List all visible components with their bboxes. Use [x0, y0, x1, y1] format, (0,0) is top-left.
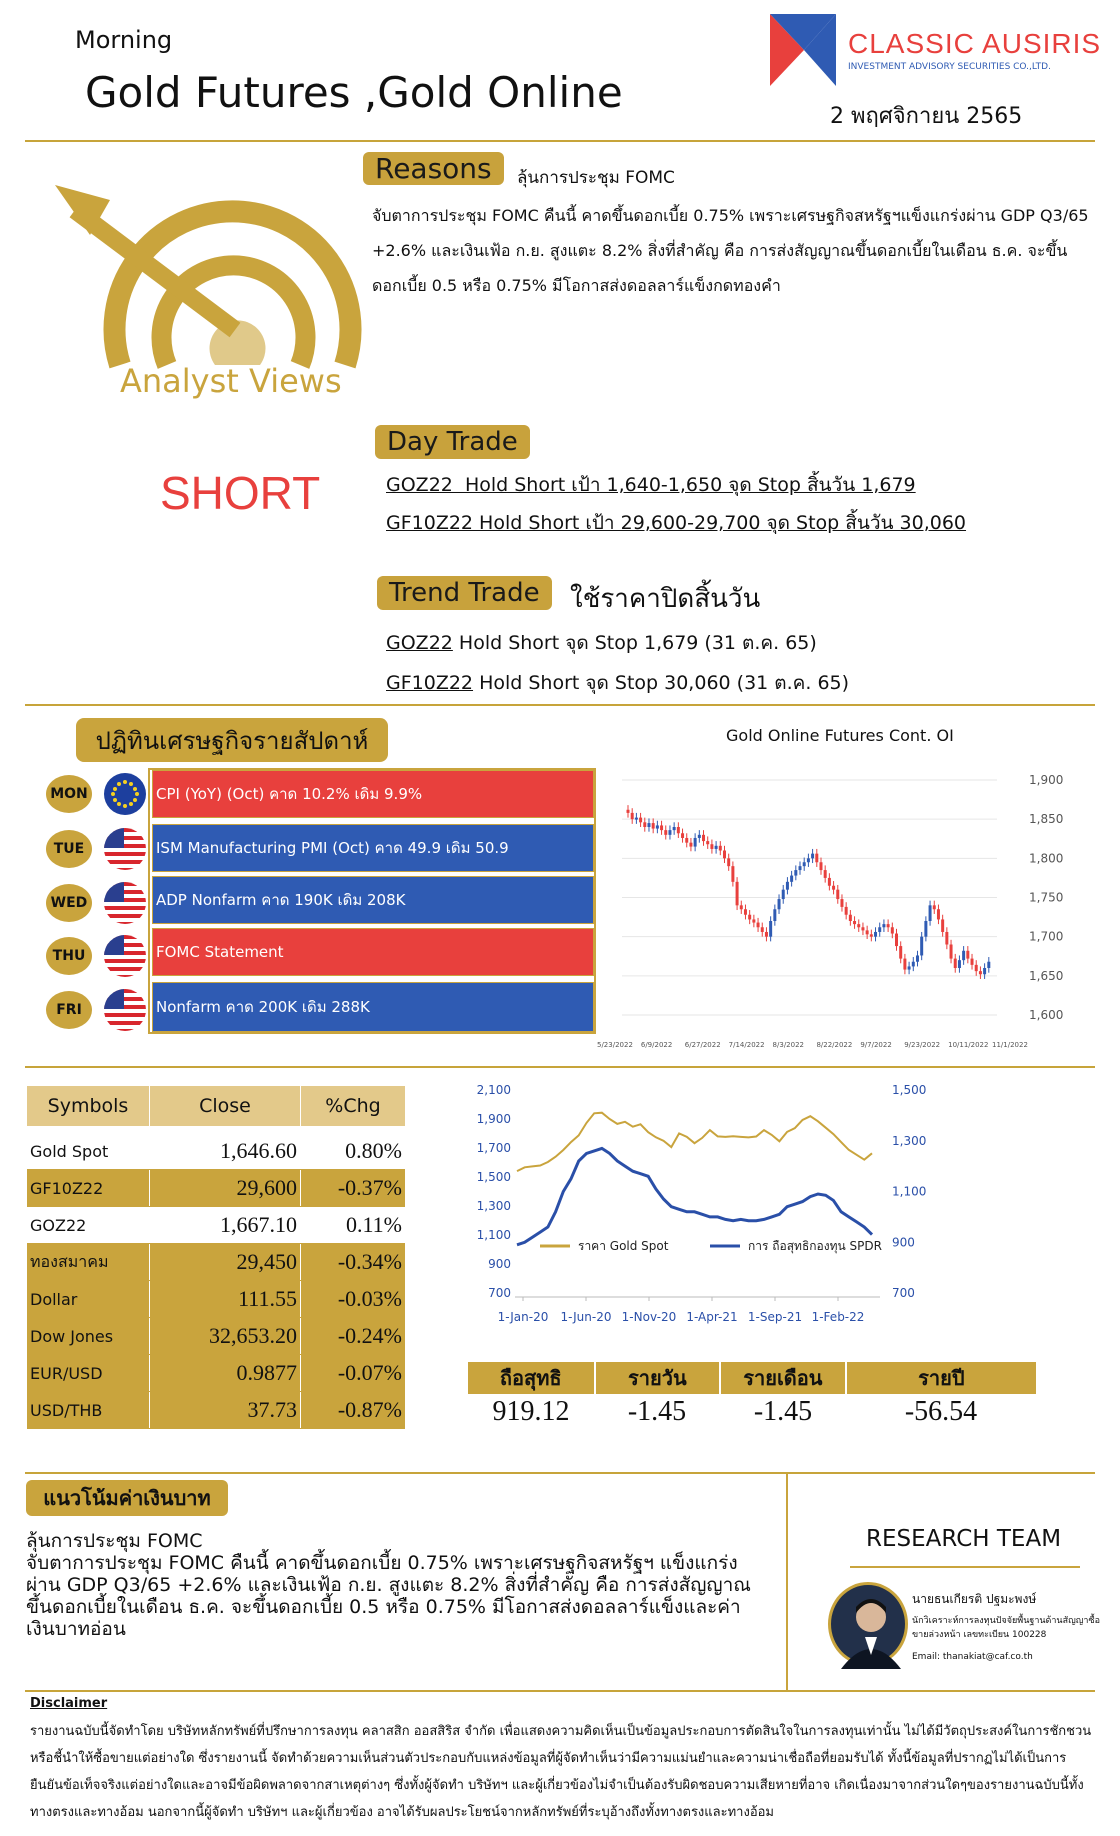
x-tick-label: 9/7/2022: [860, 1041, 892, 1049]
candle-body: [891, 927, 894, 933]
candle-body: [689, 843, 692, 847]
trend-trade-line-1: [386, 628, 817, 658]
candle-body: [673, 827, 676, 830]
day-trade-badge: Day Trade: [375, 425, 530, 459]
x-tick-label: 7/14/2022: [728, 1041, 765, 1049]
legend-label: ราคา Gold Spot: [578, 1239, 669, 1253]
candle-body: [849, 915, 852, 921]
candle-body: [987, 962, 990, 968]
day-label: FRI: [46, 991, 92, 1029]
candle-body: [866, 930, 869, 934]
x-tick-label: 8/22/2022: [816, 1041, 853, 1049]
candle-body: [685, 838, 688, 843]
x-tick-label: 11/1/2022: [992, 1041, 1028, 1049]
y-tick-label: 1,850: [1029, 812, 1064, 827]
spdr-header: รายเดือน: [719, 1362, 845, 1394]
close-cell: 37.73: [150, 1392, 301, 1429]
research-underline: [850, 1566, 1080, 1568]
table-row: [27, 1133, 405, 1170]
table-row: [27, 1392, 405, 1429]
close-cell: 29,600: [150, 1170, 301, 1207]
analyst-name: นายธนเกียรติ ปฐมะพงษ์: [912, 1592, 1037, 1606]
symbol-cell: EUR/USD: [27, 1355, 150, 1392]
legend-label: การ ถือสุทธิกองทุน SPDR: [748, 1239, 882, 1253]
y-right-tick-label: 1,100: [892, 1184, 927, 1199]
y-tick-label: 1,900: [1029, 773, 1064, 787]
candle-body: [627, 810, 630, 813]
y-left-tick-label: 1,700: [476, 1141, 511, 1155]
candle-body: [916, 955, 919, 961]
y-left-tick-label: 1,300: [476, 1199, 511, 1213]
day-label: MON: [46, 775, 92, 813]
candle-body: [870, 934, 873, 936]
us-flag-icon: [104, 828, 146, 870]
table-row: [27, 1207, 405, 1244]
y-left-tick-label: 1,500: [476, 1170, 511, 1184]
candle-body: [912, 962, 915, 967]
candle-body: [782, 890, 785, 899]
candle-body: [824, 870, 827, 878]
candle-body: [677, 827, 680, 833]
candle-body: [895, 934, 898, 947]
candle-body: [799, 866, 802, 870]
y-left-tick-label: 700: [488, 1286, 511, 1300]
x-tick-label: 1-Jan-20: [497, 1310, 549, 1324]
candle-body: [723, 851, 726, 859]
y-right-tick-label: 700: [892, 1286, 915, 1300]
event-row: ADP Nonfarm คาด 190K เดิม 208K: [152, 876, 594, 924]
day-label: TUE: [46, 830, 92, 868]
reasons-body: จับตาการประชุม FOMC คืนนี้ คาดขึ้นดอกเบี้ย 0.75% เพราะเศรษฐกิจสหรัฐฯแข็งแกร่งผ่าน GDP Q3/65 +2.6% และเงินเฟ้อ ก.ย. สูงแตะ 8.2% สิ่งที่สำคัญ คือ การส่งสัญญาณขึ้นดอกเบี้ยในเดือน ธ.ค. จะขึ้นดอกเบี้ย 0.5 หรือ 0.75% มีโอกาสส่งดอลลาร์แข็งกดทองคำ: [372, 206, 1089, 295]
candle-body: [639, 818, 642, 823]
candle-body: [752, 919, 755, 922]
candle-body: [757, 923, 760, 928]
target-arrow-icon: [55, 180, 355, 390]
chg-cell: 0.80%: [301, 1133, 406, 1170]
event-row: FOMC Statement: [152, 928, 594, 976]
series-line: [517, 1113, 872, 1171]
us-flag-icon: [104, 882, 146, 924]
candle-body: [736, 882, 739, 906]
candle-body: [765, 932, 768, 937]
chg-cell: -0.07%: [301, 1355, 406, 1392]
candle-body: [702, 835, 705, 841]
candle-body: [979, 971, 982, 974]
candle-body: [874, 932, 877, 937]
y-right-tick-label: 900: [892, 1235, 915, 1250]
event-row: CPI (YoY) (Oct) คาด 10.2% เดิม 9.9%: [152, 770, 594, 818]
candle-body: [920, 937, 923, 956]
candle-body: [748, 915, 751, 920]
close-cell: 1,646.60: [150, 1133, 301, 1170]
candle-body: [656, 825, 659, 828]
day-label: WED: [46, 884, 92, 922]
chg-cell: -0.87%: [301, 1392, 406, 1429]
col-header-chg: %Chg: [301, 1086, 405, 1126]
candle-body: [958, 960, 961, 968]
symbol-cell: Dollar: [27, 1281, 150, 1318]
chart-1-title: Gold Online Futures Cont. OI: [726, 726, 954, 745]
candle-body: [983, 968, 986, 974]
candle-body: [706, 841, 709, 844]
page-title: Gold Futures ,Gold Online: [85, 68, 623, 117]
brand-name: CLASSIC AUSIRIS: [848, 28, 1102, 59]
x-tick-label: 1-Jun-20: [560, 1310, 612, 1324]
calendar-title: ปฏิทินเศรษฐกิจรายสัปดาห์: [76, 718, 388, 762]
analyst-email: Email: thanakiat@caf.co.th: [912, 1652, 1033, 1662]
candle-body: [807, 858, 810, 862]
logo-icon: [770, 14, 836, 86]
research-title: RESEARCH TEAM: [866, 1526, 1062, 1552]
y-right-tick-label: 1,500: [892, 1083, 927, 1097]
x-tick-label: 5/23/2022: [597, 1041, 633, 1049]
candle-body: [740, 905, 743, 909]
symbol-cell: GF10Z22: [27, 1170, 150, 1207]
y-tick-label: 1,600: [1029, 1008, 1064, 1022]
candle-body: [815, 854, 818, 863]
market-table: [27, 1133, 405, 1429]
candle-body: [664, 830, 667, 835]
trend-symbol: GF10Z22: [386, 672, 474, 694]
candle-body: [887, 924, 890, 927]
x-tick-label: 8/3/2022: [772, 1041, 805, 1049]
candle-body: [681, 833, 684, 838]
y-left-tick-label: 1,100: [476, 1228, 511, 1242]
trend-trade-note: ใช้ราคาปิดสิ้นวัน: [570, 584, 761, 614]
table-row: [27, 1355, 405, 1392]
x-tick-label: 1-Apr-21: [686, 1310, 738, 1324]
candle-body: [878, 927, 881, 932]
y-left-tick-label: 2,100: [476, 1083, 511, 1097]
spdr-value: 919.12: [492, 1396, 570, 1427]
table-row: [27, 1170, 405, 1207]
us-flag-icon: [104, 935, 146, 977]
y-tick-label: 1,650: [1029, 968, 1064, 983]
x-tick-label: 1-Sep-21: [747, 1310, 803, 1324]
candle-body: [727, 858, 730, 866]
candle-body: [652, 823, 655, 828]
candle-body: [845, 907, 848, 915]
gold-spot-spdr-chart: [460, 1078, 1040, 1340]
candle-body: [643, 822, 646, 827]
y-right-tick-label: 1,300: [892, 1133, 927, 1148]
symbol-cell: Dow Jones: [27, 1318, 150, 1355]
symbol-cell: GOZ22: [27, 1207, 150, 1244]
candle-body: [950, 945, 953, 959]
spdr-header: ถือสุทธิ: [468, 1362, 594, 1394]
candle-body: [647, 823, 650, 827]
y-tick-label: 1,800: [1029, 851, 1064, 866]
y-left-tick-label: 1,900: [476, 1112, 511, 1126]
chg-cell: 0.11%: [301, 1207, 406, 1244]
candle-body: [954, 959, 957, 968]
table-row: [27, 1281, 405, 1318]
candle-body: [937, 909, 940, 919]
candle-body: [840, 899, 843, 907]
disclaimer-body: รายงานฉบับนี้จัดทำโดย บริษัทหลักทรัพย์ที่ปรึกษาการลงทุน คลาสสิก ออสสิริส จำกัด เพื่อแสดงความคิดเห็นเป็นข้อมูลประกอบการตัดสินใจในการลงทุนเท่านั้น ไม่ได้มีวัตถุประสงค์ในการชักชวน หรือชี้นำให้ซื้อขายแต่อย่างใด ซึ่งรายงานนี้ จัดทำด้วยความเห็นส่วนตัวประกอบกับแหล่งข้อมูลที่ผู้จัดทำเห็นว่ามีความแม่นยำและความน่าเชื่อถือที่ยอมรับได้ ทั้งนี้ข้อมูลที่ปรากฏไม่ได้เป็นการยืนยันข้อเท็จจริงแต่อย่างใดและอาจมีข้อผิดพลาดจากสาเหตุต่างๆ ซึ่งทั้งผู้จัดทำ บริษัทฯ และผู้เกี่ยวข้องไม่จำเป็นต้องรับผิดชอบความเสียหายที่อาจ เกิดเนื่องมาจากส่วนใดๆของรายงานฉบับนี้ทั้งทางตรงและทางอ้อม นอกจากนี้ผู้จัดทำ บริษัทฯ และผู้เกี่ยวข้อง อาจได้รับผลประโยชน์จากหลักทรัพย์ที่ระบุอ้างถึงทั้งทางตรงและทางอ้อม: [30, 1724, 1092, 1820]
baht-headline: ลุ้นการประชุม FOMC: [26, 1530, 203, 1552]
x-tick-label: 1-Feb-22: [811, 1310, 865, 1324]
candle-body: [731, 866, 734, 882]
candle-body: [710, 844, 713, 849]
candle-body: [694, 838, 697, 847]
chg-cell: -0.24%: [301, 1318, 406, 1355]
candle-body: [828, 878, 831, 886]
candle-body: [962, 951, 965, 960]
close-cell: 111.55: [150, 1281, 301, 1318]
chg-cell: -0.37%: [301, 1170, 406, 1207]
symbol-cell: ทองสมาคม: [27, 1244, 150, 1281]
candle-body: [744, 909, 747, 914]
analyst-views-label: Analyst Views: [120, 362, 342, 400]
spdr-header: รายวัน: [594, 1362, 720, 1394]
gold-futures-candlestick-chart: [597, 760, 1092, 1050]
symbol-cell: USD/THB: [27, 1392, 150, 1429]
short-signal: SHORT: [160, 467, 321, 519]
trend-trade-line-2: [386, 668, 849, 698]
day-trade-line-2: GF10Z22 Hold Short เป้า 29,600-29,700 จุด Stop สิ้นวัน 30,060: [386, 512, 967, 534]
candle-body: [861, 927, 864, 930]
x-tick-label: 1-Nov-20: [621, 1310, 677, 1324]
chg-cell: -0.34%: [301, 1244, 406, 1281]
x-tick-label: 10/11/2022: [948, 1041, 989, 1049]
trend-symbol: GOZ22: [386, 632, 453, 654]
x-tick-label: 6/9/2022: [640, 1041, 673, 1049]
candle-body: [635, 818, 638, 820]
candle-body: [853, 921, 856, 924]
candle-body: [836, 890, 839, 899]
spdr-value: -1.45: [627, 1396, 687, 1427]
eu-flag-icon: [104, 773, 146, 815]
y-left-tick-label: 900: [488, 1257, 511, 1271]
x-tick-label: 6/27/2022: [684, 1041, 721, 1049]
candle-body: [924, 921, 927, 937]
candle-body: [908, 966, 911, 969]
candle-body: [899, 946, 902, 959]
col-header-close: Close: [150, 1086, 300, 1126]
x-tick-label: 9/23/2022: [904, 1041, 941, 1049]
col-header-symbols: Symbols: [27, 1086, 149, 1126]
candle-body: [819, 862, 822, 870]
candle-body: [715, 846, 718, 849]
candle-body: [790, 876, 793, 882]
candle-body: [631, 813, 634, 819]
spdr-table: [468, 1362, 1036, 1428]
spdr-value: -56.54: [904, 1396, 978, 1427]
candle-body: [668, 830, 671, 835]
report-date: 2 พฤศจิกายน 2565: [830, 104, 1023, 129]
symbol-cell: Gold Spot: [27, 1133, 150, 1170]
candle-body: [945, 932, 948, 945]
trend-trade-badge: Trend Trade: [377, 576, 552, 610]
chg-cell: -0.03%: [301, 1281, 406, 1318]
candle-body: [719, 846, 722, 851]
close-cell: 1,667.10: [150, 1207, 301, 1244]
candle-body: [773, 909, 776, 921]
table-row: [27, 1244, 405, 1281]
candle-body: [786, 882, 789, 890]
us-flag-icon: [104, 989, 146, 1031]
close-cell: 0.9877: [150, 1355, 301, 1392]
analyst-credentials: นักวิเคราะห์การลงทุนปัจจัยพื้นฐานด้านสัญญาซื้อขายล่วงหน้า เลขทะเบียน 100228: [912, 1616, 1100, 1640]
baht-body: จับตาการประชุม FOMC คืนนี้ คาดขึ้นดอกเบี้ย 0.75% เพราะเศรษฐกิจสหรัฐฯ แข็งแกร่งผ่าน GDP Q3/65 +2.6% และเงินเฟ้อ ก.ย. สูงแตะ 8.2% สิ่งที่สำคัญ คือ การส่งสัญญาณขึ้นดอกเบี้ยในเดือน ธ.ค. จะขึ้นดอกเบี้ย 0.5 หรือ 0.75% มีโอกาสส่งดอลลาร์แข็งและค่าเงินบาทอ่อน: [26, 1552, 751, 1640]
day-label: THU: [46, 937, 92, 975]
reasons-badge: Reasons: [363, 152, 504, 185]
candle-body: [832, 886, 835, 890]
candle-body: [857, 924, 860, 927]
y-tick-label: 1,700: [1029, 929, 1064, 944]
spdr-header: รายปี: [845, 1362, 1036, 1394]
table-row: [27, 1318, 405, 1355]
candle-body: [761, 927, 764, 932]
close-cell: 32,653.20: [150, 1318, 301, 1355]
event-row: ISM Manufacturing PMI (Oct) คาด 49.9 เดิม 50.9: [152, 824, 594, 872]
section-divider: [786, 1474, 788, 1690]
candle-body: [803, 862, 806, 866]
spdr-value: -1.45: [753, 1396, 813, 1427]
series-line: [517, 1148, 872, 1244]
event-row: Nonfarm คาด 200K เดิม 288K: [152, 982, 594, 1032]
day-trade-line-1: GOZ22 Hold Short เป้า 1,640-1,650 จุด Stop สิ้นวัน 1,679: [386, 474, 916, 496]
y-tick-label: 1,750: [1029, 890, 1064, 905]
baht-badge: แนวโน้มค่าเงินบาท: [26, 1480, 228, 1516]
candle-body: [698, 835, 701, 838]
candle-body: [929, 905, 932, 921]
candle-body: [966, 951, 969, 959]
candle-body: [903, 959, 906, 970]
candle-body: [975, 965, 978, 971]
avatar: [828, 1582, 908, 1666]
candle-body: [882, 924, 885, 927]
close-cell: 29,450: [150, 1244, 301, 1281]
candle-body: [811, 854, 814, 859]
candle-body: [971, 959, 974, 965]
candle-body: [941, 919, 944, 932]
candle-body: [769, 921, 772, 937]
reasons-headline: ลุ้นการประชุม FOMC: [517, 168, 675, 188]
candle-body: [794, 870, 797, 875]
candle-body: [778, 899, 781, 909]
candle-body: [660, 825, 663, 830]
trend-text: Hold Short จุด Stop 30,060 (31 ต.ค. 65): [473, 672, 850, 694]
candle-body: [933, 905, 936, 909]
kicker: Morning: [75, 26, 173, 54]
disclaimer-title: Disclaimer: [30, 1696, 108, 1711]
brand-subtitle: INVESTMENT ADVISORY SECURITIES CO.,LTD.: [848, 62, 1051, 72]
trend-text: Hold Short จุด Stop 1,679 (31 ต.ค. 65): [452, 632, 817, 654]
